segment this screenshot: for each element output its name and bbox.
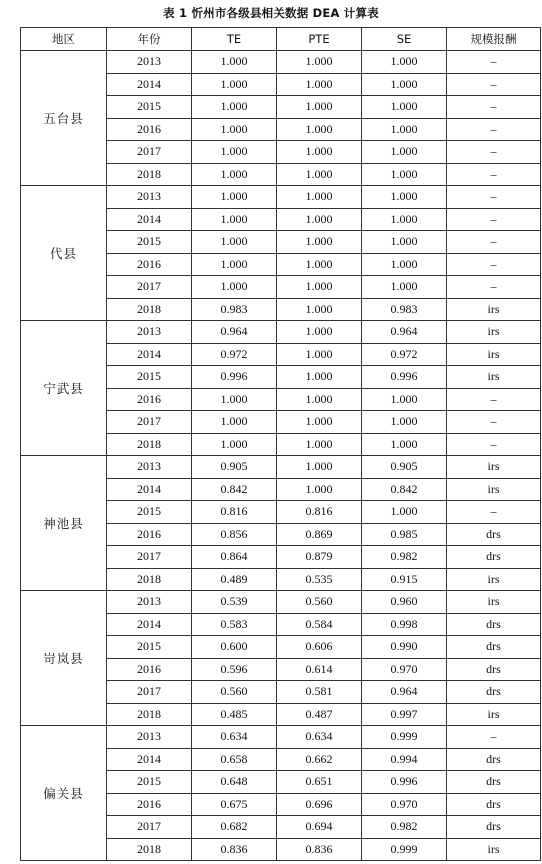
te-cell: 1.000 <box>192 51 277 74</box>
table-row <box>21 186 541 209</box>
pte-cell: 1.000 <box>277 253 362 276</box>
pte-cell: 1.000 <box>277 231 362 254</box>
te-cell: 0.842 <box>192 478 277 501</box>
year-cell: 2017 <box>107 141 192 164</box>
pte-cell: 1.000 <box>277 208 362 231</box>
se-cell: 1.000 <box>362 73 447 96</box>
returns-to-scale-cell: – <box>447 276 541 299</box>
se-cell: 1.000 <box>362 51 447 74</box>
year-cell: 2018 <box>107 163 192 186</box>
returns-to-scale-cell: – <box>447 726 541 749</box>
te-cell: 1.000 <box>192 231 277 254</box>
se-cell: 0.960 <box>362 591 447 614</box>
pte-cell: 0.662 <box>277 748 362 771</box>
region-cell: 宁武县 <box>21 321 107 456</box>
te-cell: 0.856 <box>192 523 277 546</box>
te-cell: 0.675 <box>192 793 277 816</box>
te-cell: 0.658 <box>192 748 277 771</box>
header-row <box>21 28 541 51</box>
te-cell: 0.539 <box>192 591 277 614</box>
te-cell: 1.000 <box>192 141 277 164</box>
pte-cell: 1.000 <box>277 456 362 479</box>
se-cell: 0.964 <box>362 321 447 344</box>
pte-cell: 0.836 <box>277 838 362 861</box>
region-cell: 岢岚县 <box>21 591 107 726</box>
pte-cell: 1.000 <box>277 276 362 299</box>
year-cell: 2016 <box>107 793 192 816</box>
year-cell: 2017 <box>107 546 192 569</box>
returns-to-scale-cell: – <box>447 186 541 209</box>
region-cell: 五台县 <box>21 51 107 186</box>
pte-cell: 1.000 <box>277 141 362 164</box>
te-cell: 1.000 <box>192 73 277 96</box>
returns-to-scale-cell: – <box>447 208 541 231</box>
te-cell: 0.560 <box>192 681 277 704</box>
returns-to-scale-cell: – <box>447 51 541 74</box>
se-cell: 1.000 <box>362 276 447 299</box>
pte-cell: 0.581 <box>277 681 362 704</box>
returns-to-scale-cell: drs <box>447 793 541 816</box>
se-cell: 0.970 <box>362 793 447 816</box>
returns-to-scale-cell: – <box>447 141 541 164</box>
pte-cell: 1.000 <box>277 73 362 96</box>
year-cell: 2018 <box>107 703 192 726</box>
region-cell: 偏关县 <box>21 726 107 861</box>
year-cell: 2013 <box>107 51 192 74</box>
pte-cell: 1.000 <box>277 298 362 321</box>
se-cell: 1.000 <box>362 163 447 186</box>
returns-to-scale-cell: drs <box>447 546 541 569</box>
year-cell: 2016 <box>107 523 192 546</box>
year-cell: 2017 <box>107 276 192 299</box>
year-cell: 2018 <box>107 433 192 456</box>
returns-to-scale-cell: irs <box>447 321 541 344</box>
pte-cell: 0.694 <box>277 816 362 839</box>
te-cell: 0.682 <box>192 816 277 839</box>
te-cell: 1.000 <box>192 276 277 299</box>
table-row <box>21 51 541 74</box>
pte-cell: 1.000 <box>277 411 362 434</box>
se-cell: 1.000 <box>362 501 447 524</box>
se-cell: 0.994 <box>362 748 447 771</box>
te-cell: 0.596 <box>192 658 277 681</box>
returns-to-scale-cell: drs <box>447 771 541 794</box>
returns-to-scale-cell: irs <box>447 568 541 591</box>
returns-to-scale-cell: drs <box>447 613 541 636</box>
pte-cell: 1.000 <box>277 321 362 344</box>
te-cell: 0.905 <box>192 456 277 479</box>
se-cell: 0.999 <box>362 726 447 749</box>
year-cell: 2018 <box>107 298 192 321</box>
returns-to-scale-cell: irs <box>447 703 541 726</box>
te-cell: 0.864 <box>192 546 277 569</box>
year-cell: 2013 <box>107 591 192 614</box>
region-cell: 神池县 <box>21 456 107 591</box>
se-cell: 0.970 <box>362 658 447 681</box>
pte-cell: 1.000 <box>277 163 362 186</box>
te-cell: 1.000 <box>192 253 277 276</box>
se-cell: 1.000 <box>362 411 447 434</box>
se-cell: 0.990 <box>362 636 447 659</box>
pte-cell: 0.869 <box>277 523 362 546</box>
header-te: TE <box>192 28 277 51</box>
returns-to-scale-cell: drs <box>447 748 541 771</box>
se-cell: 1.000 <box>362 96 447 119</box>
year-cell: 2017 <box>107 816 192 839</box>
region-cell: 代县 <box>21 186 107 321</box>
dea-results-table <box>20 27 541 861</box>
returns-to-scale-cell: drs <box>447 816 541 839</box>
pte-cell: 1.000 <box>277 366 362 389</box>
year-cell: 2015 <box>107 501 192 524</box>
returns-to-scale-cell: irs <box>447 591 541 614</box>
year-cell: 2013 <box>107 186 192 209</box>
year-cell: 2014 <box>107 208 192 231</box>
year-cell: 2013 <box>107 321 192 344</box>
returns-to-scale-cell: drs <box>447 523 541 546</box>
se-cell: 0.964 <box>362 681 447 704</box>
te-cell: 0.583 <box>192 613 277 636</box>
year-cell: 2015 <box>107 366 192 389</box>
te-cell: 0.983 <box>192 298 277 321</box>
pte-cell: 1.000 <box>277 96 362 119</box>
pte-cell: 0.560 <box>277 591 362 614</box>
pte-cell: 1.000 <box>277 343 362 366</box>
returns-to-scale-cell: – <box>447 411 541 434</box>
pte-cell: 1.000 <box>277 388 362 411</box>
table-row <box>21 456 541 479</box>
se-cell: 1.000 <box>362 388 447 411</box>
returns-to-scale-cell: – <box>447 163 541 186</box>
se-cell: 0.985 <box>362 523 447 546</box>
se-cell: 0.905 <box>362 456 447 479</box>
returns-to-scale-cell: – <box>447 231 541 254</box>
te-cell: 0.489 <box>192 568 277 591</box>
pte-cell: 0.879 <box>277 546 362 569</box>
se-cell: 1.000 <box>362 141 447 164</box>
year-cell: 2015 <box>107 771 192 794</box>
se-cell: 0.983 <box>362 298 447 321</box>
te-cell: 1.000 <box>192 163 277 186</box>
te-cell: 1.000 <box>192 96 277 119</box>
te-cell: 0.634 <box>192 726 277 749</box>
te-cell: 0.972 <box>192 343 277 366</box>
se-cell: 0.998 <box>362 613 447 636</box>
year-cell: 2018 <box>107 838 192 861</box>
se-cell: 0.982 <box>362 816 447 839</box>
year-cell: 2016 <box>107 658 192 681</box>
se-cell: 0.842 <box>362 478 447 501</box>
se-cell: 1.000 <box>362 253 447 276</box>
table-body <box>21 51 541 861</box>
year-cell: 2017 <box>107 411 192 434</box>
pte-cell: 0.487 <box>277 703 362 726</box>
header-se: SE <box>362 28 447 51</box>
table-row <box>21 321 541 344</box>
te-cell: 1.000 <box>192 186 277 209</box>
pte-cell: 1.000 <box>277 478 362 501</box>
year-cell: 2016 <box>107 118 192 141</box>
year-cell: 2017 <box>107 681 192 704</box>
pte-cell: 1.000 <box>277 51 362 74</box>
returns-to-scale-cell: – <box>447 501 541 524</box>
pte-cell: 0.696 <box>277 793 362 816</box>
pte-cell: 0.816 <box>277 501 362 524</box>
table-row <box>21 726 541 749</box>
se-cell: 1.000 <box>362 208 447 231</box>
header-pte: PTE <box>277 28 362 51</box>
se-cell: 0.972 <box>362 343 447 366</box>
pte-cell: 1.000 <box>277 186 362 209</box>
se-cell: 0.999 <box>362 838 447 861</box>
se-cell: 0.982 <box>362 546 447 569</box>
returns-to-scale-cell: irs <box>447 343 541 366</box>
returns-to-scale-cell: drs <box>447 658 541 681</box>
returns-to-scale-cell: irs <box>447 478 541 501</box>
year-cell: 2015 <box>107 96 192 119</box>
te-cell: 0.600 <box>192 636 277 659</box>
year-cell: 2014 <box>107 478 192 501</box>
returns-to-scale-cell: irs <box>447 298 541 321</box>
returns-to-scale-cell: – <box>447 118 541 141</box>
te-cell: 0.816 <box>192 501 277 524</box>
header-returns-to-scale: 规模报酬 <box>447 28 541 51</box>
pte-cell: 1.000 <box>277 118 362 141</box>
year-cell: 2018 <box>107 568 192 591</box>
year-cell: 2016 <box>107 253 192 276</box>
returns-to-scale-cell: – <box>447 388 541 411</box>
te-cell: 0.836 <box>192 838 277 861</box>
year-cell: 2014 <box>107 748 192 771</box>
returns-to-scale-cell: – <box>447 73 541 96</box>
returns-to-scale-cell: irs <box>447 456 541 479</box>
header-region: 地区 <box>21 28 107 51</box>
year-cell: 2014 <box>107 343 192 366</box>
pte-cell: 0.535 <box>277 568 362 591</box>
te-cell: 0.996 <box>192 366 277 389</box>
se-cell: 0.996 <box>362 771 447 794</box>
returns-to-scale-cell: irs <box>447 838 541 861</box>
table-caption: 表 1 忻州市各级县相关数据 DEA 计算表 <box>163 6 379 20</box>
returns-to-scale-cell: – <box>447 253 541 276</box>
returns-to-scale-cell: drs <box>447 636 541 659</box>
te-cell: 1.000 <box>192 118 277 141</box>
year-cell: 2015 <box>107 231 192 254</box>
se-cell: 0.996 <box>362 366 447 389</box>
pte-cell: 1.000 <box>277 433 362 456</box>
te-cell: 0.485 <box>192 703 277 726</box>
table-row <box>21 591 541 614</box>
se-cell: 1.000 <box>362 186 447 209</box>
pte-cell: 0.606 <box>277 636 362 659</box>
year-cell: 2014 <box>107 73 192 96</box>
year-cell: 2013 <box>107 726 192 749</box>
year-cell: 2016 <box>107 388 192 411</box>
te-cell: 1.000 <box>192 388 277 411</box>
se-cell: 1.000 <box>362 118 447 141</box>
pte-cell: 0.651 <box>277 771 362 794</box>
se-cell: 1.000 <box>362 433 447 456</box>
header-year: 年份 <box>107 28 192 51</box>
year-cell: 2015 <box>107 636 192 659</box>
se-cell: 0.997 <box>362 703 447 726</box>
te-cell: 0.964 <box>192 321 277 344</box>
returns-to-scale-cell: irs <box>447 366 541 389</box>
te-cell: 1.000 <box>192 433 277 456</box>
pte-cell: 0.614 <box>277 658 362 681</box>
se-cell: 1.000 <box>362 231 447 254</box>
year-cell: 2013 <box>107 456 192 479</box>
pte-cell: 0.634 <box>277 726 362 749</box>
returns-to-scale-cell: drs <box>447 681 541 704</box>
returns-to-scale-cell: – <box>447 96 541 119</box>
se-cell: 0.915 <box>362 568 447 591</box>
returns-to-scale-cell: – <box>447 433 541 456</box>
te-cell: 0.648 <box>192 771 277 794</box>
te-cell: 1.000 <box>192 208 277 231</box>
year-cell: 2014 <box>107 613 192 636</box>
te-cell: 1.000 <box>192 411 277 434</box>
pte-cell: 0.584 <box>277 613 362 636</box>
